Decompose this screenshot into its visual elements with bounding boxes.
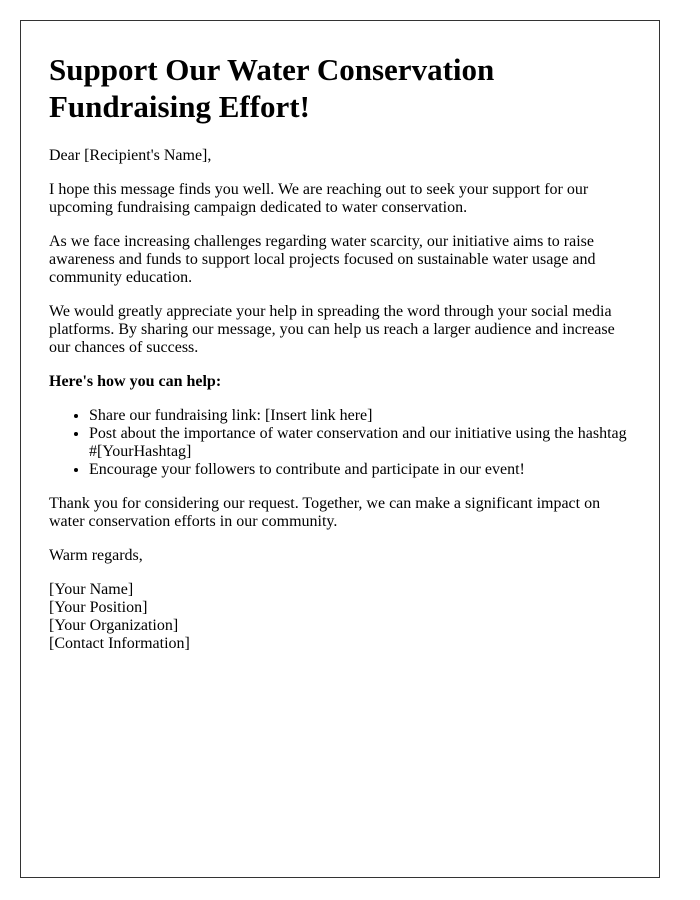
- help-item-post-hashtag: • Post about the importance of water conservation and our initiative using the hashtag #[YourHashtag]: [89, 425, 631, 461]
- letter-page: [20, 20, 660, 878]
- help-heading: Here's how you can help:: [49, 373, 222, 390]
- greeting: Dear [Recipient's Name],: [49, 147, 212, 164]
- help-item-encourage-followers: • Encourage your followers to contribute and participate in our event!: [89, 461, 631, 479]
- help-list: [49, 407, 631, 479]
- signature-name: [Your Name]: [49, 581, 134, 598]
- request-paragraph: We would greatly appreciate your help in spreading the word through your social media platforms. By sharing our message, you can help us reach a larger audience and increase our chances of success.: [49, 303, 615, 356]
- sign-off: Warm regards,: [49, 547, 143, 564]
- intro-paragraph: I hope this message finds you well. We are reaching out to seek your support for our upcoming fundraising campaign dedicated to water conservation.: [49, 181, 589, 216]
- signature-organization: [Your Organization]: [49, 617, 179, 634]
- signature-contact: [Contact Information]: [49, 635, 190, 652]
- help-item-share-link: • Share our fundraising link: [Insert link here]: [89, 407, 631, 425]
- closing-paragraph: Thank you for considering our request. Together, we can make a significant impact on water conservation efforts in our community.: [49, 495, 601, 530]
- letter-title: Support Our Water Conservation Fundraising Effort!: [49, 52, 495, 124]
- signature-block: [49, 581, 631, 653]
- signature-position: [Your Position]: [49, 599, 148, 616]
- challenge-paragraph: As we face increasing challenges regarding water scarcity, our initiative aims to raise awareness and funds to support local projects focused on sustainable water usage and community education.: [49, 233, 596, 286]
